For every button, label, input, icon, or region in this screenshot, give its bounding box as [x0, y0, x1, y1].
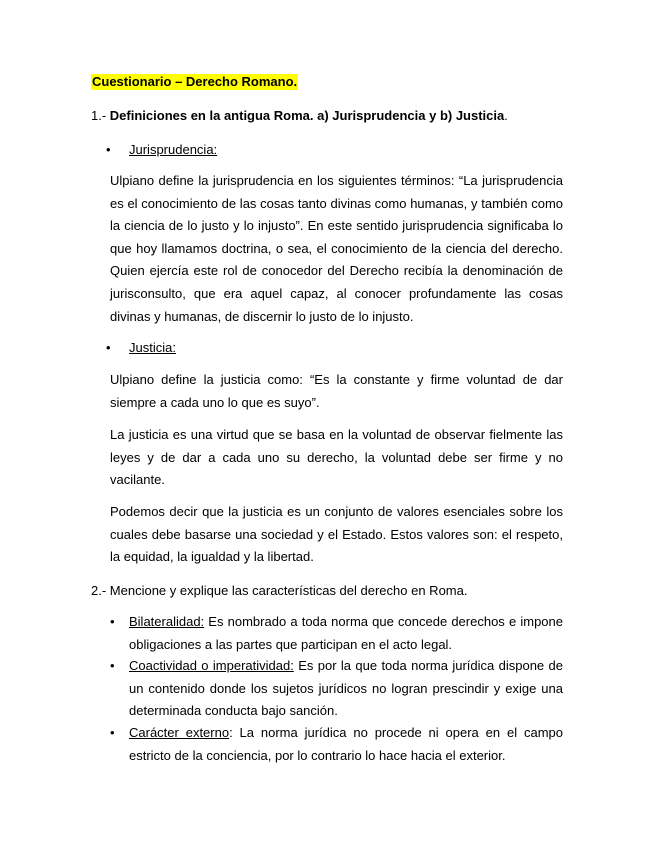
paragraph-justicia-3: Podemos decir que la justicia es un conjunto de valores esenciales sobre los cuales debe basarse una sociedad y el Estado. Estos valores son: el respeto, la equidad, la igualdad y la libertad. — [110, 504, 563, 565]
term-caracter-externo: Carácter externo — [129, 725, 230, 740]
question-1 — [91, 108, 508, 124]
list-item-coactividad — [110, 655, 563, 723]
question-1-text: Definiciones en la antigua Roma. a) Jurisprudencia y b) Justicia — [109, 108, 505, 123]
bullet-icon: • — [110, 614, 115, 629]
bullet-justicia — [106, 340, 176, 356]
question-1-period: . — [504, 108, 508, 123]
paragraph-justicia-1: Ulpiano define la justicia como: “Es la constante y firme voluntad de dar siempre a cada uno lo que es suyo”. — [110, 372, 563, 410]
text-bilateralidad: Es nombrado a toda norma que concede derechos e impone obligaciones a las partes que participan en el acto legal. — [129, 614, 563, 652]
bullet-icon: • — [106, 142, 111, 157]
heading-jurisprudencia: Jurisprudencia: — [129, 142, 218, 157]
question-1-number: 1.- — [91, 108, 110, 123]
document-title: Cuestionario – Derecho Romano. — [92, 74, 298, 89]
term-bilateralidad: Bilateralidad: — [129, 614, 205, 629]
bullet-icon: • — [106, 340, 111, 355]
bullet-icon: • — [110, 725, 115, 740]
text-caracter-externo: : La norma jurídica no procede ni opera en el campo estricto de la conciencia, por lo contrario lo hace hacia el exterior. — [129, 725, 563, 763]
question-2: 2.- Mencione y explique las características del derecho en Roma. — [91, 583, 468, 598]
paragraph-jurisprudencia: Ulpiano define la jurisprudencia en los siguientes términos: “La jurisprudencia es el conocimiento de las cosas tanto divinas como humanas, y también como la ciencia de lo justo y lo injusto”. En este sentido jurisprudencia significaba lo que hoy llamamos doctrina, o sea, el conocimiento de la ciencia del derecho. Quien ejercía este rol de conocedor del Derecho recibía la denominación de jurisconsulto, que era aquel capaz, al conocer profundamente las cosas divinas y humanas, de discernir lo justo de lo injusto. — [110, 173, 563, 324]
paragraph-justicia-2: La justicia es una virtud que se basa en la voluntad de observar fielmente las leyes y de dar a cada uno su derecho, la voluntad debe ser firme y no vacilante. — [110, 427, 563, 488]
list-item-bilateralidad — [110, 611, 563, 656]
list-item-caracter-externo — [110, 722, 563, 767]
heading-justicia: Justicia: — [129, 340, 176, 355]
bullet-jurisprudencia — [106, 142, 218, 158]
bullet-icon: • — [110, 658, 115, 673]
term-coactividad: Coactividad o imperatividad: — [129, 658, 294, 673]
text-coactividad: Es por la que toda norma jurídica dispone de un contenido donde los sujetos jurídicos no logran prescindir y exige una determinada conducta bajo sanción. — [129, 658, 563, 719]
